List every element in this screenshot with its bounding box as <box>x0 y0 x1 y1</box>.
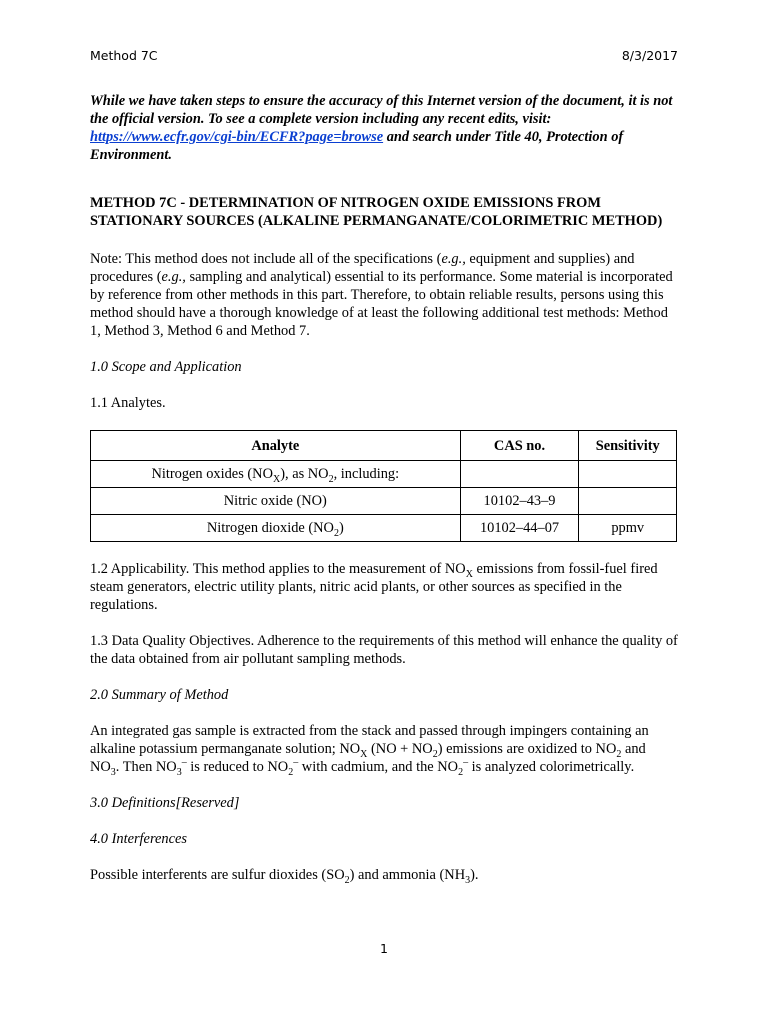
section-1-heading: 1.0 Scope and Application <box>90 359 242 375</box>
sensitivity-cell <box>579 488 677 515</box>
header-date: 8/3/2017 <box>621 48 678 63</box>
subsection-1-3: 1.3 Data Quality Objectives. Adherence to the requirements of this method will enhance the quality of the data obtained from air pollutant sampling methods. <box>90 633 678 667</box>
section-2-heading: 2.0 Summary of Method <box>90 687 229 703</box>
subsection-1-1: 1.1 Analytes. <box>90 395 166 411</box>
header-method: Method 7C <box>90 48 158 63</box>
note-paragraph: Note: This method does not include all of the specifications (e.g., equipment and supplies) and procedures (e.g., sampling and analytical) essential to its performance. Some material is incorporated by reference from other methods in this part. Therefore, to obtain reliable results, persons using this method should have a thorough knowledge of at least the following additional test methods: Method 1, Method 3, Method 6 and Method 7. <box>90 251 673 339</box>
method-title: METHOD 7C - DETERMINATION OF NITROGEN OXIDE EMISSIONS FROM STATIONARY SOURCES (ALKALINE PERMANGANATE/COLORIMETRIC METHOD) <box>90 195 663 229</box>
cas-cell <box>460 461 579 488</box>
sensitivity-cell <box>579 461 677 488</box>
cas-cell: 10102–43–9 <box>460 488 579 515</box>
page-number: 1 <box>380 941 388 956</box>
col-sensitivity: Sensitivity <box>579 431 677 461</box>
ecfr-link[interactable]: https://www.ecfr.gov/cgi-bin/ECFR?page=browse <box>90 129 384 145</box>
analyte-cell: Nitrogen oxides $(NO_X)$, as $NO_2$, including: <box>91 461 461 488</box>
col-cas: CAS no. <box>460 431 579 461</box>
disclaimer-notice: While we have taken steps to ensure the accuracy of this Internet version of the document, it is not the official version. To see a complete version including any recent edits, visit: https://www.ecfr.gov/cgi-bin/ECFR?page=browse and search under Title 40, Protection of Environment. <box>90 93 673 163</box>
page-content <box>90 92 678 884</box>
table-row <box>91 488 677 515</box>
analytes-table <box>90 430 677 542</box>
table-header-row <box>91 431 677 461</box>
section-4-heading: 4.0 Interferences <box>90 831 187 847</box>
subsection-1-2: 1.2 Applicability. This method applies to the measurement of $NO_X$ emissions from fossil-fuel fired steam generators, electric utility plants, nitric acid plants, or other sources as specified in the regulations. <box>90 561 658 613</box>
summary-paragraph: An integrated gas sample is extracted from the stack and passed through impingers containing an alkaline potassium permanganate solution; $NO_X$ $(NO + NO_2)$ emissions are oxidized to $NO_2$ and $NO_3$. Then $NO_3^-$ is reduced to $NO_2^-$ with cadmium, and the $NO_2^-$ is analyzed colorimetrically. <box>90 723 649 778</box>
table-row <box>91 461 677 488</box>
section-3-heading: 3.0 Definitions[Reserved] <box>90 795 240 811</box>
analyte-cell: Nitrogen dioxide $(NO_2)$ <box>91 515 461 542</box>
cas-cell: 10102–44–07 <box>460 515 579 542</box>
analyte-cell: Nitric oxide (NO) <box>91 488 461 515</box>
sensitivity-cell: ppmv <box>579 515 677 542</box>
col-analyte: Analyte <box>91 431 461 461</box>
table-row <box>91 515 677 542</box>
interferences-paragraph: Possible interferents are sulfur dioxides $(SO_2)$ and ammonia $(NH_3)$. <box>90 867 479 886</box>
